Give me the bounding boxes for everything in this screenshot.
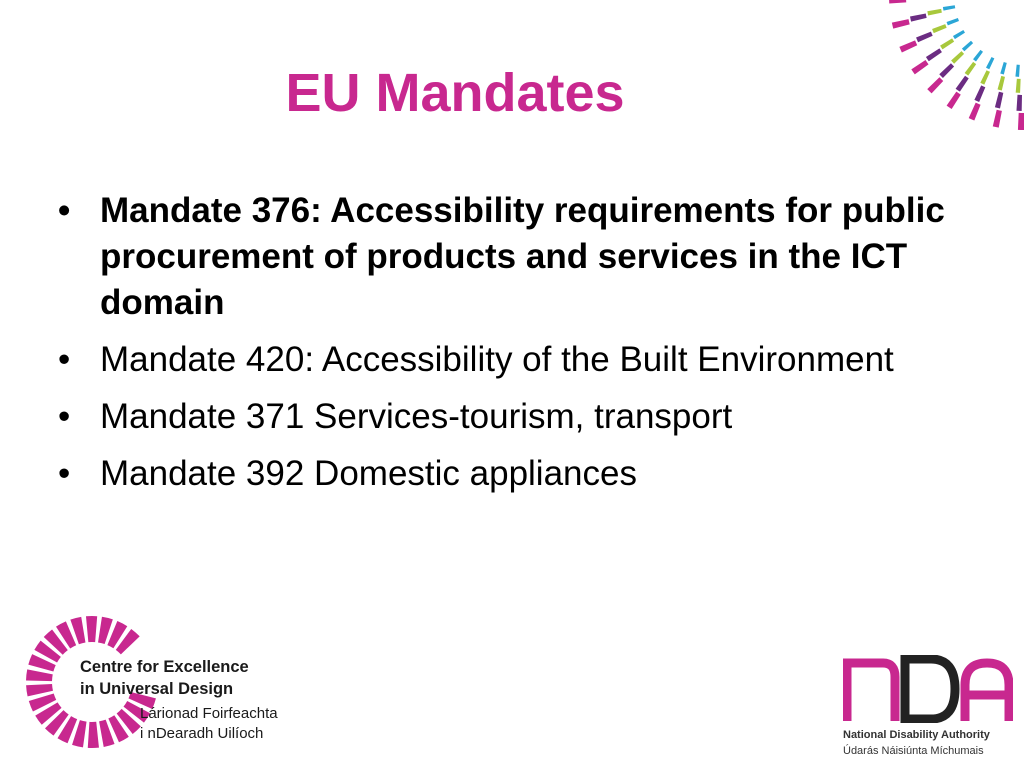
bullet-text: Mandate 392 Domestic appliances (100, 454, 637, 493)
cud-irish-text: Lárionad Foirfeachta i nDearadh Uilíoch (140, 705, 278, 742)
nda-name-english: National Disability Authority (843, 729, 990, 741)
bullet-list (58, 188, 973, 508)
bullet-item (58, 188, 973, 326)
bullet-dot: • (58, 191, 71, 230)
cud-name-text: Centre for Excellence in Universal Design (80, 658, 249, 698)
bullet-text: Mandate 371 Services-tourism, transport (100, 397, 733, 436)
slide-title: EU Mandates (285, 63, 625, 123)
bullet-item (58, 451, 973, 497)
bullet-dot: • (58, 397, 71, 436)
bullet-item (58, 394, 973, 440)
nda-logo (843, 655, 1018, 765)
nda-wordmark-icon (843, 655, 1013, 723)
bullet-text: Mandate 376: Accessibility requirements for public procurement of products and services in the ICT domain (100, 191, 945, 322)
bullet-dot: • (58, 340, 71, 379)
nda-name-irish: Údarás Náisiúnta Míchumais (843, 745, 984, 757)
cud-logo (24, 612, 324, 752)
bullet-text: Mandate 420: Accessibility of the Built Environment (100, 340, 894, 379)
bullet-dot: • (58, 454, 71, 493)
bullet-item (58, 337, 973, 383)
